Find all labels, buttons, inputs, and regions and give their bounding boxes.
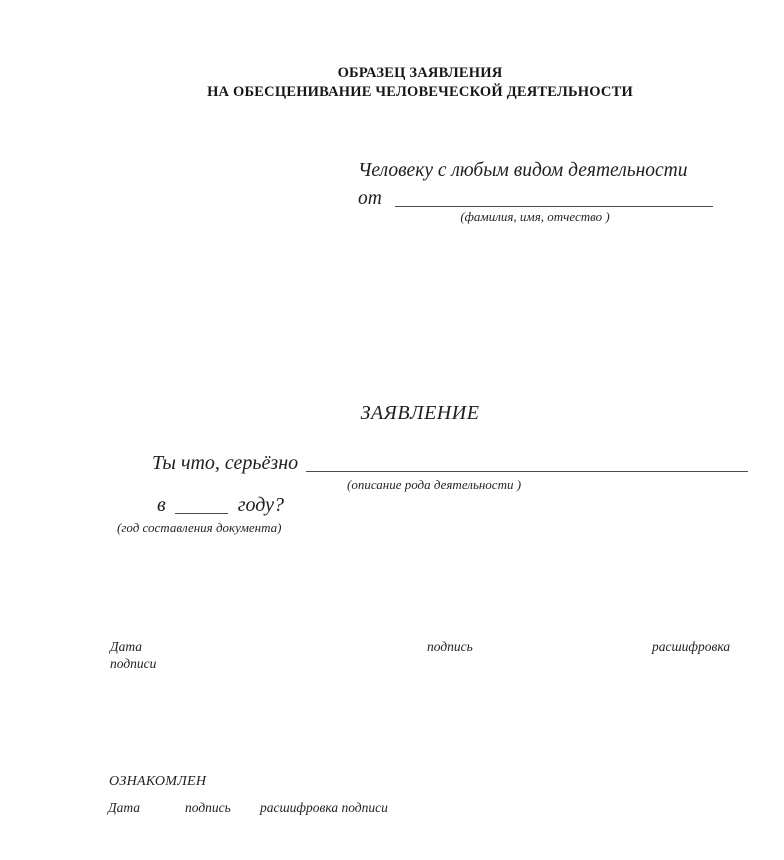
fio-caption: (фамилия, имя, отчество ) — [460, 209, 610, 224]
signature-transcript-label-wrap: подписи — [110, 656, 157, 671]
year-blank-line — [175, 500, 228, 514]
ack-sign-label: подпись — [185, 800, 231, 815]
title-line-1: ОБРАЗЕЦ ЗАЯВЛЕНИЯ — [337, 65, 503, 81]
document-title — [110, 64, 730, 102]
activity-blank-line — [306, 458, 748, 472]
addressee-line: Человеку с любым видом деятельности — [358, 160, 688, 181]
signature-date-label: Дата — [110, 639, 143, 654]
ack-transcript-label: расшифровка подписи — [260, 800, 388, 815]
from-label: от — [358, 188, 382, 209]
year-suffix: году? — [237, 494, 284, 516]
year-prefix: в — [157, 494, 166, 516]
acknowledged-label: ОЗНАКОМЛЕН — [109, 774, 207, 789]
fio-blank-line — [395, 193, 713, 207]
signature-transcript-label: расшифровка — [652, 639, 731, 654]
statement-line — [152, 452, 748, 475]
addressee-from-line — [358, 188, 713, 210]
year-caption: (год составления документа) — [117, 520, 282, 535]
statement-lead: Ты что, серьёзно — [152, 452, 299, 474]
statement-heading: ЗАЯВЛЕНИЕ — [360, 402, 480, 424]
title-line-2: НА ОБЕСЦЕНИВАНИЕ ЧЕЛОВЕЧЕСКОЙ ДЕЯТЕЛЬНОСТИ — [207, 84, 633, 100]
ack-date-label: Дата — [108, 800, 141, 815]
signature-sign-label: подпись — [427, 639, 473, 654]
activity-caption: (описание рода деятельности ) — [347, 477, 522, 492]
year-line — [157, 494, 284, 517]
